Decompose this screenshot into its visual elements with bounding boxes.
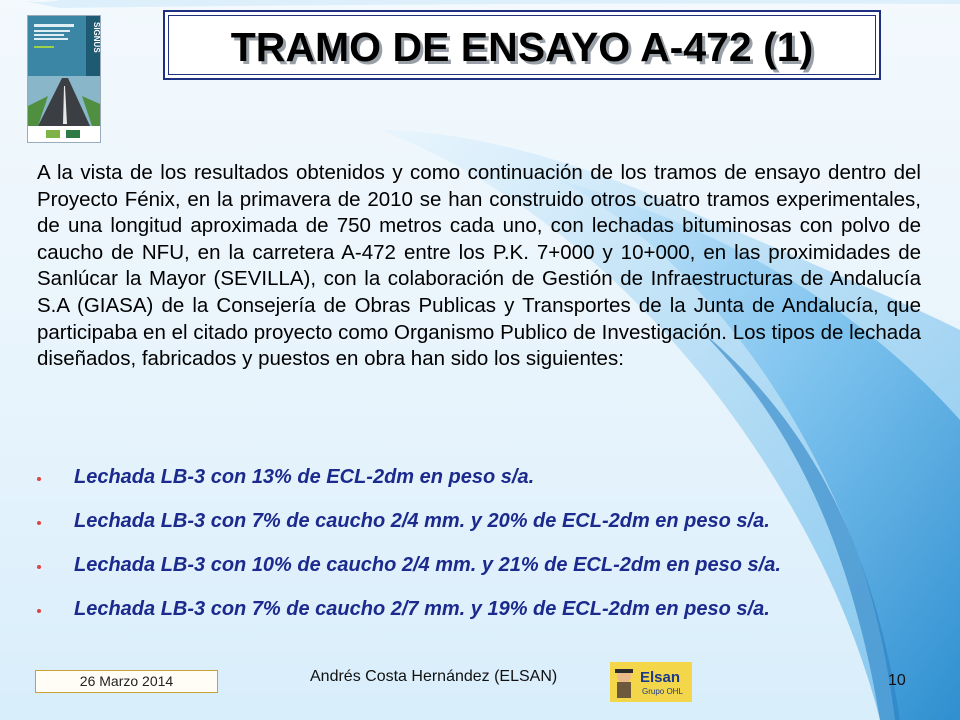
bullet-icon	[37, 521, 41, 525]
page-number: 10	[888, 672, 906, 689]
slide-title: TRAMO DE ENSAYO A-472 (1)	[230, 24, 814, 70]
list-item	[37, 554, 937, 598]
bullet-icon	[37, 565, 41, 569]
logo-text: Elsan	[640, 669, 681, 686]
elsan-logo	[610, 662, 692, 702]
bullet-list	[37, 466, 937, 642]
list-item	[37, 510, 937, 554]
bullet-text: Lechada LB-3 con 7% de caucho 2/7 mm. y 19% de ECL-2dm en peso s/a.	[74, 598, 770, 620]
footer-author: Andrés Costa Hernández (ELSAN)	[310, 668, 558, 685]
list-item	[37, 466, 937, 510]
footer-date: 26 Marzo 2014	[35, 670, 218, 693]
list-item	[37, 598, 937, 642]
cover-brand-text: SIGNUS	[92, 22, 101, 53]
bullet-icon	[37, 477, 41, 481]
title-box	[163, 10, 881, 80]
logo-subtext: Grupo OHL	[642, 687, 683, 696]
cover-thumbnail-image	[27, 15, 101, 143]
bullet-text: Lechada LB-3 con 13% de ECL-2dm en peso s/a.	[74, 466, 535, 488]
bullet-text: Lechada LB-3 con 7% de caucho 2/4 mm. y 20% de ECL-2dm en peso s/a.	[74, 510, 770, 532]
bullet-icon	[37, 609, 41, 613]
bullet-text: Lechada LB-3 con 10% de caucho 2/4 mm. y 21% de ECL-2dm en peso s/a.	[74, 554, 781, 576]
body-paragraph: A la vista de los resultados obtenidos y como continuación de los tramos de ensayo dentro del Proyecto Fénix, en la primavera de 2010 se han construido otros cuatro tramos experimentales, de una longitud aproximada de 750 metros cada uno, con lechadas bituminosas con polvo de caucho de NFU, en la carretera A-472 entre los P.K. 7+000 y 10+000, en las proximidades de Sanlúcar la Mayor (SEVILLA), con la colaboración de Gestión de Infraestructuras de Andalucía S.A (GIASA) de la Consejería de Obras Publicas y Transportes de la Junta de Andalucía, que participaba en el citado proyecto como Organismo Publico de Investigación. Los tipos de lechada diseñados, fabricados y puestos en obra han sido los siguientes:	[37, 161, 921, 371]
